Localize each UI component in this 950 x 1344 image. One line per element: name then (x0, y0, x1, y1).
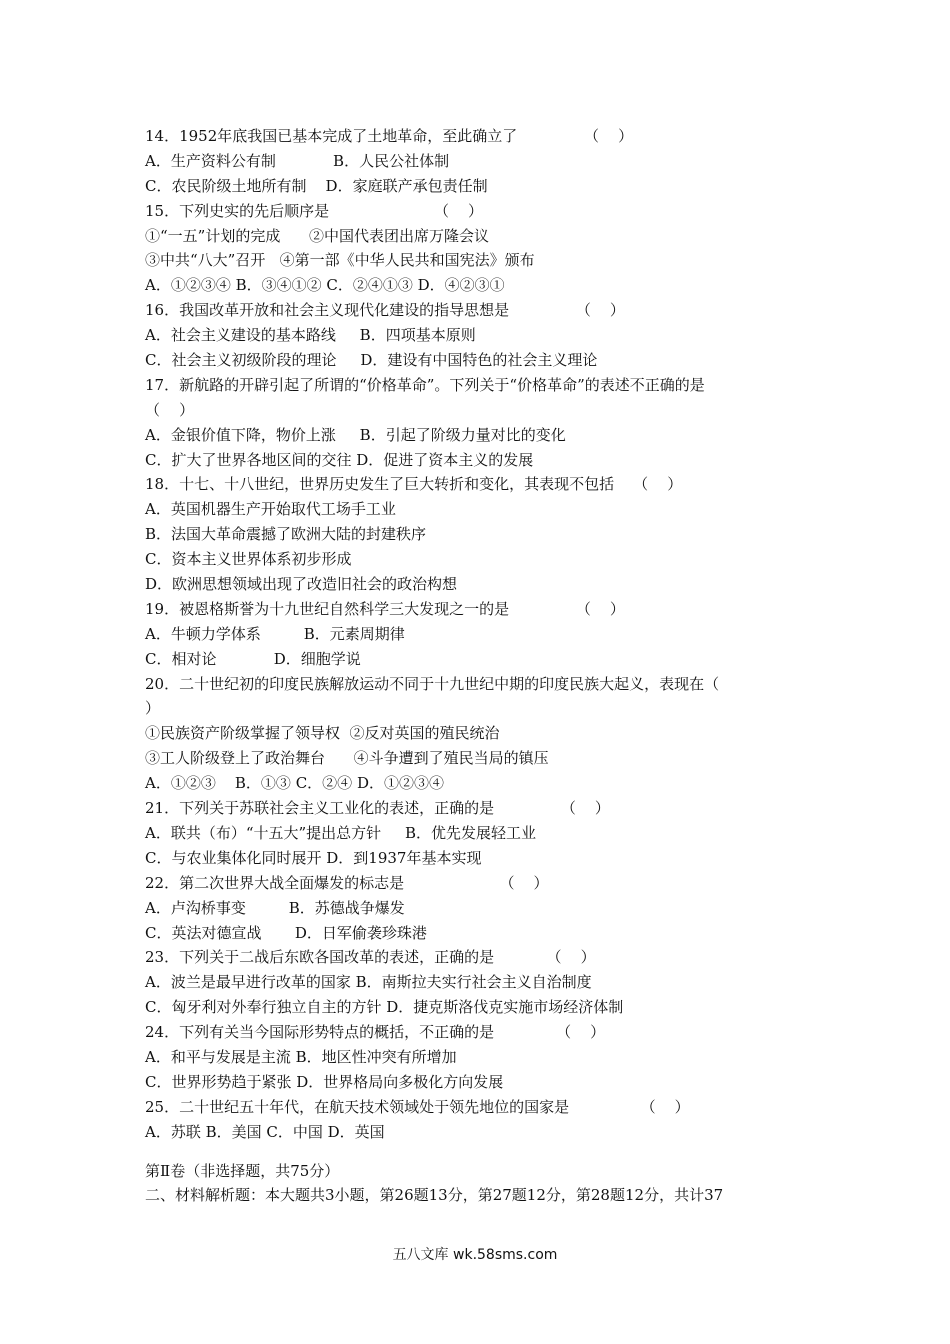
answer-options: A．苏联 B．美国 C．中国 D．英国 (145, 1122, 385, 1141)
answer-options: C．农民阶级土地所有制 D．家庭联产承包责任制 (145, 176, 488, 195)
answer-options: A．金银价值下降，物价上涨 B．引起了阶级力量对比的变化 (145, 425, 566, 444)
question-14 (145, 124, 815, 199)
question-stem: 22．第二次世界大战全面爆发的标志是 （ ） (145, 873, 549, 892)
exam-content (145, 124, 815, 1208)
answer-options: A．社会主义建设的基本路线 B．四项基本原则 (145, 326, 476, 345)
question-stem: 14．1952年底我国已基本完成了土地革命，至此确立了 （ ） (145, 127, 634, 145)
answer-options: C．相对论 D．细胞学说 (145, 649, 361, 668)
answer-options: A．波兰是最早进行改革的国家 B．南斯拉夫实行社会主义自治制度 (145, 973, 592, 992)
answer-options: C．世界形势趋于紧张 D．世界格局向多极化方向发展 (145, 1072, 504, 1091)
question-stem: 25．二十世纪五十年代，在航天技术领域处于领先地位的国家是 （ ） (145, 1097, 690, 1116)
question-item: ①“一五”计划的完成 ②中国代表团出席万隆会议 (145, 226, 489, 245)
question-25 (145, 1095, 815, 1145)
question-16 (145, 298, 815, 373)
answer-options: C．匈牙利对外奉行独立自主的方针 D．捷克斯洛伐克实施市场经济体制 (145, 998, 624, 1017)
question-stem: 24．下列有关当今国际形势特点的概括，不正确的是 （ ） (145, 1023, 606, 1042)
question-21 (145, 796, 815, 871)
question-stem: 19．被恩格斯誉为十九世纪自然科学三大发现之一的是 （ ） (145, 599, 625, 618)
answer-options: A．和平与发展是主流 B．地区性冲突有所增加 (145, 1047, 457, 1066)
answer-options: A．卢沟桥事变 B．苏德战争爆发 (145, 898, 405, 917)
question-15 (145, 199, 815, 299)
answer-option: A．英国机器生产开始取代工场手工业 (145, 500, 396, 519)
answer-blank: ） (145, 699, 161, 718)
question-item: ③中共“八大”召开 ④第一部《中华人民共和国宪法》颁布 (145, 251, 535, 270)
answer-blank: （ ） (145, 400, 195, 419)
question-item: ①民族资产阶级掌握了领导权 ②反对英国的殖民统治 (145, 724, 500, 743)
question-stem: 23．下列关于二战后东欧各国改革的表述，正确的是 （ ） (145, 948, 596, 967)
answer-option: D．欧洲思想领域出现了改造旧社会的政治构想 (145, 575, 458, 594)
answer-options: C．扩大了世界各地区间的交往 D．促进了资本主义的发展 (145, 450, 534, 469)
answer-options: C．英法对德宣战 D．日军偷袭珍珠港 (145, 923, 427, 942)
question-18 (145, 472, 815, 596)
section-spacer (145, 1145, 815, 1159)
answer-options: A．①②③ B．①③ C．②④ D．①②③④ (145, 774, 444, 793)
question-item: ③工人阶级登上了政治舞台 ④斗争遭到了殖民当局的镇压 (145, 749, 549, 768)
question-19 (145, 597, 815, 672)
answer-options: A．牛顿力学体系 B．元素周期律 (145, 624, 405, 643)
answer-option: C．资本主义世界体系初步形成 (145, 550, 352, 569)
question-stem: 20．二十世纪初的印度民族解放运动不同于十九世纪中期的印度民族大起义，表现在（ (145, 674, 720, 693)
question-23 (145, 945, 815, 1020)
question-stem: 18．十七、十八世纪，世界历史发生了巨大转折和变化，其表现不包括 （ ） (145, 475, 683, 494)
answer-options: A．生产资料公有制 B．人民公社体制 (145, 151, 450, 170)
question-22 (145, 871, 815, 946)
answer-options: A．①②③④ B．③④①② C．②④①③ D．④②③① (145, 276, 505, 295)
question-stem: 15．下列史实的先后顺序是 （ ） (145, 201, 484, 220)
answer-options: A．联共（布）“十五大”提出总方针 B．优先发展轻工业 (145, 823, 537, 842)
question-24 (145, 1020, 815, 1095)
section-title: 第Ⅱ卷（非选择题，共75分） (145, 1161, 340, 1180)
question-stem: 21．下列关于苏联社会主义工业化的表述，正确的是 （ ） (145, 799, 610, 818)
answer-option: B．法国大革命震撼了欧洲大陆的封建秩序 (145, 525, 427, 544)
footer-watermark: 五八文库 wk.58sms.com (392, 1247, 558, 1263)
answer-options: C．与农业集体化同时展开 D．到1937年基本实现 (145, 848, 482, 867)
section-intro: 二、材料解析题：本大题共3小题，第26题13分，第27题12分，第28题12分，共计37 (145, 1186, 724, 1205)
question-stem: 17．新航路的开辟引起了所谓的“价格革命”。下列关于“价格革命”的表述不正确的是 (145, 375, 705, 394)
question-20 (145, 672, 815, 796)
answer-options: C．社会主义初级阶段的理论 D．建设有中国特色的社会主义理论 (145, 351, 598, 370)
question-17 (145, 373, 815, 473)
question-stem: 16．我国改革开放和社会主义现代化建设的指导思想是 （ ） (145, 301, 625, 320)
